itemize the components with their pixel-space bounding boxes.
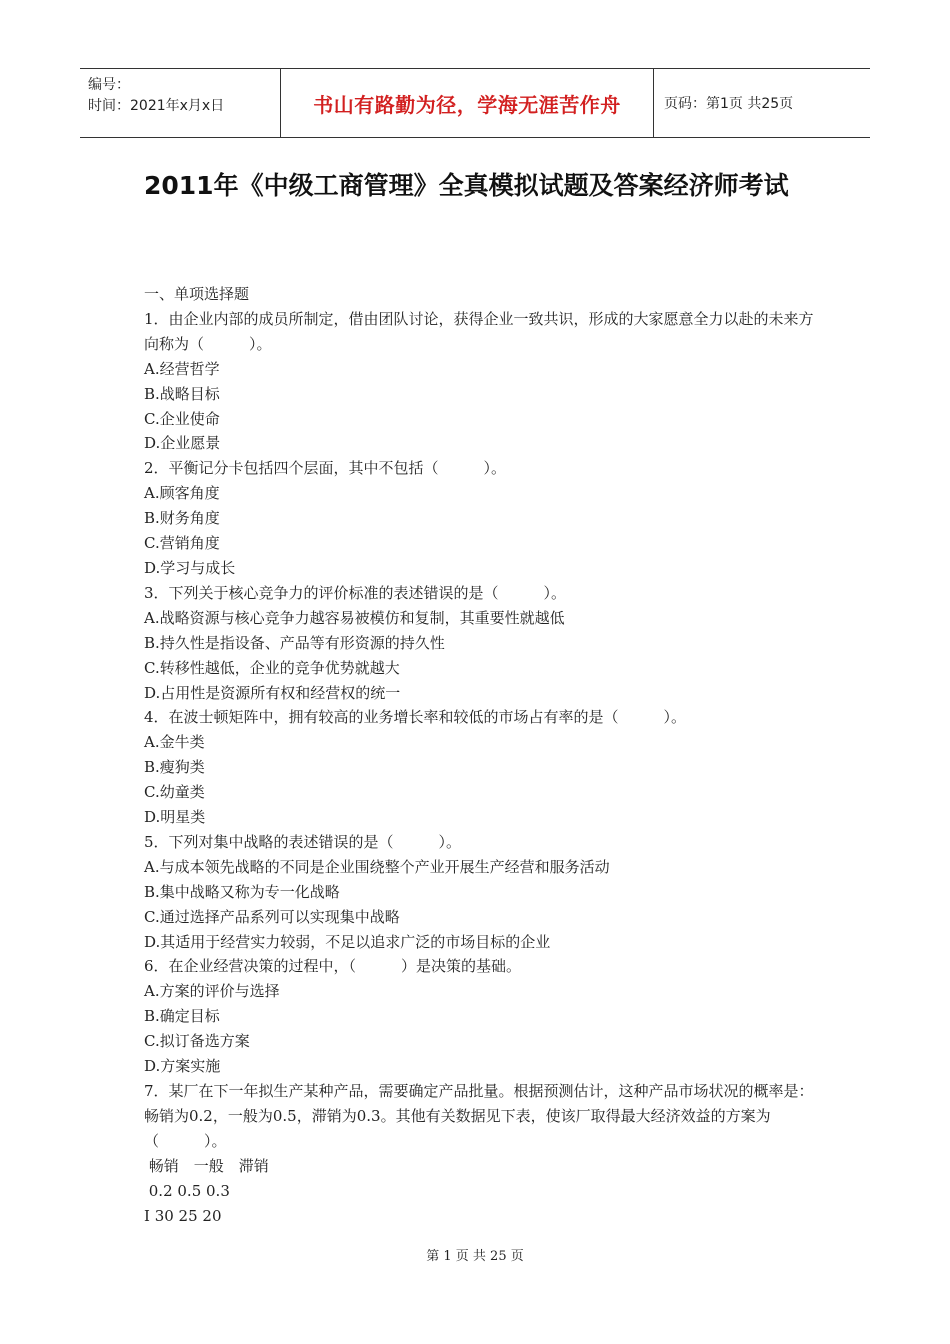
option-2a: A.顾客角度 [144, 484, 220, 503]
question-3: 3．下列关于核心竞争力的评价标准的表述错误的是（ ）。 [144, 583, 567, 602]
option-3c: C.转移性越低，企业的竞争优势就越大 [144, 658, 400, 677]
table-probability-row: 0.2 0.5 0.3 [144, 1181, 230, 1200]
page-footer: 第 1 页 共 25 页 [426, 1249, 524, 1264]
option-6b: B.确定目标 [144, 1007, 220, 1026]
option-5a: A.与成本领先战略的不同是企业围绕整个产业开展生产经营和服务活动 [144, 857, 610, 876]
header-page-info: 页码：第1页 共25页 [664, 96, 794, 112]
option-6c: C.拟订备选方案 [144, 1032, 250, 1051]
option-3b: B.持久性是指设备、产品等有形资源的持久性 [144, 633, 445, 652]
question-7: 7．某厂在下一年拟生产某种产品，需要确定产品批量。根据预测估计，这种产品市场状况的概率是：畅销为0.2，一般为0.5，滞销为0.3。其他有关数据见下表，使该厂取得最大经济效益的方案为（ ）。 [144, 1082, 814, 1150]
document-body [144, 282, 824, 1228]
option-3d: D.占用性是资源所有权和经营权的统一 [144, 683, 401, 702]
document-time-label: 时间：2021年x月x日 [88, 98, 225, 114]
header-motto: 书山有路勤为径，学海无涯苦作舟 [313, 92, 621, 117]
option-5c: C.通过选择产品系列可以实现集中战略 [144, 907, 400, 926]
option-6d: D.方案实施 [144, 1057, 221, 1076]
option-3a: A.战略资源与核心竞争力越容易被模仿和复制，其重要性就越低 [144, 608, 565, 627]
question-1: 1．由企业内部的成员所制定，借由团队讨论，获得企业一致共识，形成的大家愿意全力以赴的未来方向称为（ ）。 [144, 309, 814, 353]
section-heading: 一、单项选择题 [144, 285, 250, 303]
option-4c: C.幼童类 [144, 783, 205, 802]
table-header-row: 畅销 一般 滞销 [144, 1156, 269, 1175]
question-5: 5．下列对集中战略的表述错误的是（ ）。 [144, 832, 462, 851]
option-1c: C.企业使命 [144, 409, 220, 428]
option-2d: D.学习与成长 [144, 558, 236, 577]
header-motto-cell [281, 69, 654, 137]
option-4a: A.金牛类 [144, 733, 205, 752]
option-1b: B.战略目标 [144, 384, 220, 403]
option-2c: C.营销角度 [144, 534, 220, 553]
question-2: 2．平衡记分卡包括四个层面，其中不包括（ ）。 [144, 459, 507, 478]
option-4b: B.瘦狗类 [144, 758, 205, 777]
question-4: 4．在波士顿矩阵中，拥有较高的业务增长率和较低的市场占有率的是（ ）。 [144, 708, 687, 727]
option-6a: A.方案的评价与选择 [144, 982, 280, 1001]
question-6: 6．在企业经营决策的过程中，（ ）是决策的基础。 [144, 957, 522, 976]
header-meta-cell [80, 69, 281, 137]
option-5b: B.集中战略又称为专一化战略 [144, 882, 340, 901]
option-4d: D.明星类 [144, 808, 206, 827]
option-1a: A.经营哲学 [144, 359, 220, 378]
option-1d: D.企业愿景 [144, 434, 221, 453]
option-5d: D.其适用于经营实力较弱，不足以追求广泛的市场目标的企业 [144, 932, 551, 951]
table-row-1: Ⅰ 30 25 20 [144, 1206, 222, 1225]
document-header [80, 68, 870, 138]
document-title: 2011年《中级工商管理》全真模拟试题及答案经济师考试 [144, 171, 789, 200]
option-2b: B.财务角度 [144, 509, 220, 528]
header-page-cell [654, 69, 870, 137]
document-number-label: 编号： [88, 77, 130, 93]
